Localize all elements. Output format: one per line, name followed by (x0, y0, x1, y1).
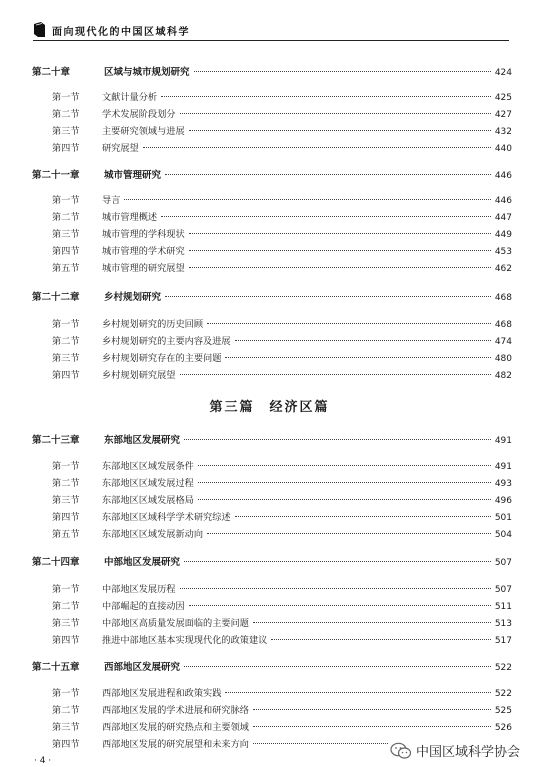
chapter-number: 第二十五章 (32, 662, 80, 673)
section-number: 第二节 (52, 109, 80, 120)
section-title: 主要研究领域与进展 (102, 126, 185, 137)
section-number: 第二节 (52, 336, 80, 347)
leader-dots (189, 242, 491, 251)
chapter-page: 522 (494, 663, 512, 673)
section-page: 491 (494, 462, 512, 472)
section-number: 第三节 (52, 618, 80, 629)
chapter-page: 424 (494, 68, 512, 78)
toc-section[interactable] (52, 228, 512, 242)
toc-section[interactable] (52, 634, 512, 648)
leader-dots (189, 122, 491, 131)
section-title: 东部地区区域发展条件 (102, 461, 194, 472)
chapter-title: 区域与城市规划研究 (104, 67, 190, 78)
section-page: 432 (494, 127, 512, 137)
section-number: 第二节 (52, 705, 80, 716)
leader-dots (207, 315, 491, 324)
section-title: 东部地区区域发展格局 (102, 495, 194, 506)
section-page: 474 (494, 337, 512, 347)
watermark (390, 741, 520, 760)
section-number: 第一节 (52, 461, 80, 472)
toc-section[interactable] (52, 528, 512, 542)
chapter-number: 第二十四章 (32, 557, 80, 568)
leader-dots (271, 631, 490, 640)
section-number: 第四节 (52, 512, 80, 523)
toc-section[interactable] (52, 194, 512, 208)
leader-dots (143, 139, 491, 148)
leader-dots (225, 684, 490, 693)
toc-chapter[interactable] (32, 169, 512, 183)
section-number: 第四节 (52, 635, 80, 646)
leader-dots (198, 491, 491, 500)
section-title: 中部地区发展历程 (102, 584, 176, 595)
toc-section[interactable] (52, 511, 512, 525)
toc-section[interactable] (52, 738, 392, 752)
section-number: 第一节 (52, 92, 80, 103)
section-page: 511 (494, 602, 512, 612)
section-number: 第二节 (52, 212, 80, 223)
wechat-icon (390, 742, 412, 760)
toc-section[interactable] (52, 352, 512, 366)
toc-section[interactable] (52, 262, 512, 276)
section-page: 480 (494, 354, 512, 364)
toc-section[interactable] (52, 318, 512, 332)
section-page: 525 (494, 706, 512, 716)
leader-dots (194, 63, 491, 72)
section-number: 第三节 (52, 722, 80, 733)
section-page: 526 (494, 723, 512, 733)
toc-chapter[interactable] (32, 661, 512, 675)
leader-dots (189, 225, 491, 234)
section-title: 城市管理的学术研究 (102, 246, 185, 257)
section-title: 西部地区发展的学术进展和研究脉络 (102, 705, 249, 716)
section-title: 中部崛起的直接动因 (102, 601, 185, 612)
section-number: 第二节 (52, 478, 80, 489)
section-title: 东部地区区域发展过程 (102, 478, 194, 489)
leader-dots (161, 88, 491, 97)
section-page: 447 (494, 213, 512, 223)
page-number: · 4 · (34, 756, 52, 766)
leader-dots (189, 259, 491, 268)
chapter-page: 507 (494, 558, 512, 568)
chapter-page: 491 (494, 436, 512, 446)
leader-dots (198, 474, 491, 483)
running-header (0, 0, 539, 44)
leader-dots (124, 191, 490, 200)
leader-dots (253, 614, 491, 623)
section-page: 496 (494, 496, 512, 506)
section-number: 第一节 (52, 584, 80, 595)
toc-section[interactable] (52, 125, 512, 139)
section-page: 482 (494, 371, 512, 381)
chapter-page: 468 (494, 293, 512, 303)
leader-dots (165, 288, 491, 297)
section-number: 第一节 (52, 319, 80, 330)
section-page: 462 (494, 264, 512, 274)
section-title: 城市管理的研究展望 (102, 263, 185, 274)
chapter-number: 第二十三章 (32, 435, 80, 446)
chapter-title: 西部地区发展研究 (104, 662, 181, 673)
section-page: 468 (494, 320, 512, 330)
section-title: 城市管理概述 (102, 212, 158, 223)
section-title: 乡村规划研究的主要内容及进展 (102, 336, 231, 347)
section-number: 第一节 (52, 688, 80, 699)
section-page: 446 (494, 196, 512, 206)
leader-dots (253, 701, 491, 710)
section-number: 第四节 (52, 739, 80, 750)
leader-dots (198, 457, 491, 466)
chapter-number: 第二十二章 (32, 292, 80, 303)
section-title: 推进中部地区基本实现现代化的政策建议 (102, 635, 268, 646)
header-title: 面向现代化的中国区域科学 (52, 27, 190, 38)
section-page: 427 (494, 110, 512, 120)
toc-section[interactable] (52, 211, 512, 225)
leader-dots (225, 349, 490, 358)
section-title: 文献计量分析 (102, 92, 158, 103)
toc-section[interactable] (52, 617, 512, 631)
section-number: 第三节 (52, 229, 80, 240)
toc-chapter[interactable] (32, 66, 512, 80)
section-page: 513 (494, 619, 512, 629)
toc-section[interactable] (52, 91, 512, 105)
toc-section[interactable] (52, 583, 512, 597)
section-page: 453 (494, 247, 512, 257)
part-title: 第三篇 经济区篇 (209, 400, 330, 415)
chapter-title: 城市管理研究 (104, 170, 162, 181)
section-title: 西部地区发展的研究热点和主要领域 (102, 722, 249, 733)
leader-dots (180, 366, 491, 375)
section-title: 城市管理的学科现状 (102, 229, 185, 240)
toc-section[interactable] (52, 142, 512, 156)
toc-section[interactable] (52, 477, 512, 491)
leader-dots (189, 597, 491, 606)
toc-section[interactable] (52, 245, 512, 259)
section-page: 493 (494, 479, 512, 489)
section-number: 第三节 (52, 126, 80, 137)
header-rule (33, 40, 509, 41)
chapter-number: 第二十章 (32, 67, 71, 78)
toc-section[interactable] (52, 600, 512, 614)
chapter-page: 446 (494, 171, 512, 181)
section-page: 507 (494, 585, 512, 595)
chapter-number: 第二十一章 (32, 170, 80, 181)
leader-dots (235, 508, 491, 517)
toc-section[interactable] (52, 108, 512, 122)
section-page: 517 (494, 636, 512, 646)
chapter-title: 乡村规划研究 (104, 292, 162, 303)
section-number: 第四节 (52, 370, 80, 381)
leader-dots (207, 525, 491, 534)
leader-dots (180, 105, 491, 114)
watermark-text: 中国区域科学协会 (416, 745, 521, 760)
section-number: 第二节 (52, 601, 80, 612)
leader-dots (184, 658, 491, 667)
toc-section[interactable] (52, 460, 512, 474)
section-title: 乡村规划研究存在的主要问题 (102, 353, 222, 364)
section-page: 504 (494, 530, 512, 540)
section-number: 第五节 (52, 529, 80, 540)
toc-section[interactable] (52, 704, 512, 718)
leader-dots (184, 553, 491, 562)
section-title: 西部地区发展的研究展望和未来方向 (102, 739, 249, 750)
section-title: 西部地区发展进程和政策实践 (102, 688, 222, 699)
section-page: 425 (494, 93, 512, 103)
toc-section[interactable] (52, 687, 512, 701)
section-number: 第四节 (52, 143, 80, 154)
toc-chapter[interactable] (32, 434, 512, 448)
section-page: 522 (494, 689, 512, 699)
book-icon (33, 22, 46, 37)
section-number: 第一节 (52, 195, 80, 206)
section-title: 中部地区高质量发展面临的主要问题 (102, 618, 249, 629)
section-page: 440 (494, 144, 512, 154)
section-title: 东部地区区域发展新动向 (102, 529, 204, 540)
toc-section[interactable] (52, 494, 512, 508)
chapter-title: 东部地区发展研究 (104, 435, 181, 446)
toc-chapter[interactable] (32, 556, 512, 570)
section-title: 导言 (102, 195, 121, 206)
leader-dots (161, 208, 491, 217)
section-title: 东部地区区域科学学术研究综述 (102, 512, 231, 523)
toc-section[interactable] (52, 369, 512, 383)
section-page: 501 (494, 513, 512, 523)
section-title: 乡村规划研究的历史回顾 (102, 319, 204, 330)
chapter-title: 中部地区发展研究 (104, 557, 181, 568)
leader-dots (253, 735, 388, 744)
leader-dots (235, 332, 491, 341)
leader-dots (180, 580, 491, 589)
section-title: 学术发展阶段划分 (102, 109, 176, 120)
section-number: 第五节 (52, 263, 80, 274)
section-title: 研究展望 (102, 143, 139, 154)
leader-dots (253, 718, 491, 727)
leader-dots (165, 166, 491, 175)
toc-section[interactable] (52, 721, 512, 735)
section-title: 乡村规划研究展望 (102, 370, 176, 381)
section-number: 第三节 (52, 353, 80, 364)
toc-chapter[interactable] (32, 291, 512, 305)
section-page: 449 (494, 230, 512, 240)
section-number: 第四节 (52, 246, 80, 257)
section-number: 第三节 (52, 495, 80, 506)
leader-dots (184, 431, 491, 440)
toc-section[interactable] (52, 335, 512, 349)
